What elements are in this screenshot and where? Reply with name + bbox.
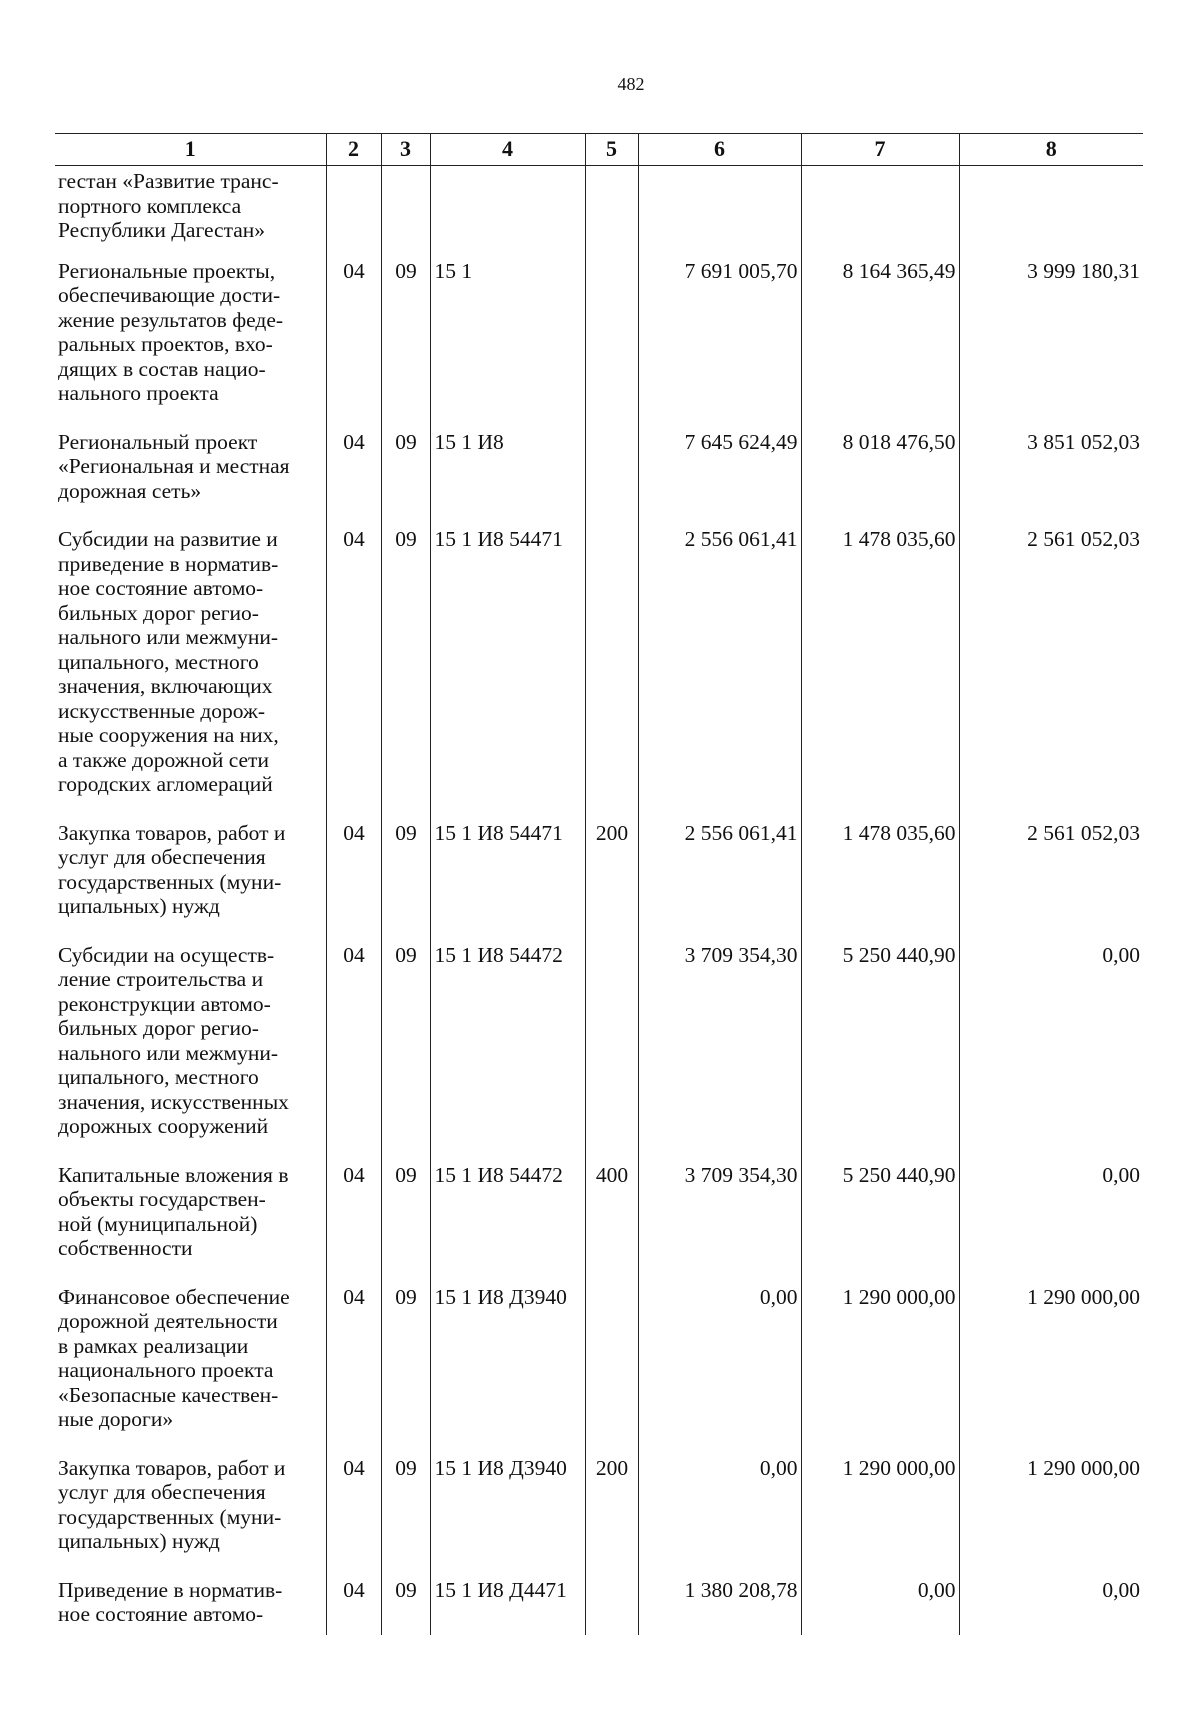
item-name-line: значения, искусственных	[58, 1089, 289, 1114]
table-row	[55, 943, 1143, 1163]
item-name-line: искусственные дорож-	[58, 698, 266, 723]
item-name-cell	[55, 527, 326, 821]
expense-type-cell	[585, 527, 638, 821]
expense-type-cell	[585, 943, 638, 1163]
table-row	[55, 527, 1143, 821]
item-name-line: Закупка товаров, работ и	[58, 820, 286, 845]
item-name-line: в рамках реализации	[58, 1333, 249, 1358]
table-row	[55, 1285, 1143, 1456]
amount-col6-cell: 7 645 624,49	[638, 430, 801, 528]
target-article-cell: 15 1 И8 54471	[430, 527, 585, 821]
expense-type-cell	[585, 430, 638, 528]
subsection-code-cell: 09	[381, 1578, 430, 1635]
item-name-cell	[55, 1578, 326, 1635]
subsection-code-cell: 09	[381, 821, 430, 943]
amount-col8-cell: 0,00	[959, 943, 1143, 1163]
column-header-3: 3	[381, 134, 430, 166]
amount-col7-cell: 1 478 035,60	[801, 821, 959, 943]
item-name-cell	[55, 943, 326, 1163]
item-name-line: дорожных сооружений	[58, 1114, 269, 1138]
section-code-cell: 04	[326, 1285, 381, 1456]
item-name-line: городских агломераций	[58, 772, 273, 796]
target-article-cell: 15 1 И8 54472	[430, 1163, 585, 1285]
item-name-line: Субсидии на осуществ-	[58, 942, 275, 967]
table-row	[55, 430, 1143, 528]
amount-col7-cell: 0,00	[801, 1578, 959, 1635]
amount-col7-cell: 5 250 440,90	[801, 1163, 959, 1285]
column-header-8: 8	[959, 134, 1143, 166]
amount-col7-cell: 1 290 000,00	[801, 1285, 959, 1456]
amount-col6-cell: 0,00	[638, 1456, 801, 1578]
item-name-line: объекты государствен-	[58, 1187, 266, 1211]
item-name-line: ное состояние автомо-	[58, 576, 264, 600]
target-article-cell	[430, 166, 585, 259]
amount-col6-cell: 2 556 061,41	[638, 527, 801, 821]
header-row	[55, 134, 1143, 166]
item-name-line: ципальных) нужд	[58, 1529, 220, 1553]
table-row	[55, 1456, 1143, 1578]
amount-col6-cell: 2 556 061,41	[638, 821, 801, 943]
item-name-line: приведение в норматив-	[58, 551, 279, 576]
item-name-line: Региональные проекты,	[58, 258, 276, 283]
amount-col8-cell: 0,00	[959, 1578, 1143, 1635]
subsection-code-cell	[381, 166, 430, 259]
item-name-line: а также дорожной сети	[58, 747, 269, 772]
expense-type-cell	[585, 1578, 638, 1635]
amount-col8-cell: 2 561 052,03	[959, 527, 1143, 821]
column-header-7: 7	[801, 134, 959, 166]
item-name-line: дорожной деятельности	[58, 1309, 278, 1333]
expense-type-cell: 200	[585, 1456, 638, 1578]
amount-col8-cell: 1 290 000,00	[959, 1285, 1143, 1456]
amount-col7-cell: 8 164 365,49	[801, 259, 959, 430]
amount-col8-cell	[959, 166, 1143, 259]
item-name-cell	[55, 259, 326, 430]
subsection-code-cell: 09	[381, 430, 430, 528]
item-name-line: нального или межмуни-	[58, 625, 279, 649]
item-name-cell	[55, 430, 326, 528]
item-name-line: ной (муниципальной)	[58, 1211, 258, 1236]
table-row	[55, 821, 1143, 943]
target-article-cell: 15 1	[430, 259, 585, 430]
section-code-cell	[326, 166, 381, 259]
item-name-line: «Региональная и местная	[58, 454, 290, 478]
item-name-cell	[55, 1285, 326, 1456]
item-name-line: ные дороги»	[58, 1407, 174, 1431]
item-name-line: Капитальные вложения в	[58, 1162, 289, 1187]
page-number: 482	[617, 74, 645, 94]
item-name-cell	[55, 1456, 326, 1578]
item-name-line: Финансовое обеспечение	[58, 1284, 290, 1309]
section-code-cell: 04	[326, 943, 381, 1163]
expense-type-cell: 400	[585, 1163, 638, 1285]
item-name-line: государственных (муни-	[58, 869, 282, 894]
item-name-line: Региональный проект	[58, 429, 258, 454]
amount-col6-cell: 7 691 005,70	[638, 259, 801, 430]
amount-col6-cell: 3 709 354,30	[638, 1163, 801, 1285]
item-name-line: ление строительства и	[58, 967, 264, 991]
expense-type-cell	[585, 259, 638, 430]
subsection-code-cell: 09	[381, 943, 430, 1163]
column-header-4: 4	[430, 134, 585, 166]
item-name-line: реконструкции автомо-	[58, 991, 271, 1016]
item-name-line: значения, включающих	[58, 674, 273, 698]
item-name-line: ципального, местного	[58, 649, 259, 674]
amount-col7-cell: 8 018 476,50	[801, 430, 959, 528]
item-name-line: обеспечивающие дости-	[58, 283, 281, 307]
amount-col8-cell: 3 999 180,31	[959, 259, 1143, 430]
expense-type-cell	[585, 1285, 638, 1456]
subsection-code-cell: 09	[381, 527, 430, 821]
expense-type-cell	[585, 166, 638, 259]
item-name-cell	[55, 166, 326, 259]
item-name-line: национального проекта	[58, 1358, 274, 1382]
section-code-cell: 04	[326, 527, 381, 821]
item-name-line: государственных (муни-	[58, 1504, 282, 1529]
section-code-cell: 04	[326, 430, 381, 528]
table-row	[55, 259, 1143, 430]
target-article-cell: 15 1 И8 Д3940	[430, 1456, 585, 1578]
target-article-cell: 15 1 И8 Д4471	[430, 1578, 585, 1635]
item-name-line: «Безопасные качествен-	[58, 1382, 279, 1407]
amount-col8-cell: 0,00	[959, 1163, 1143, 1285]
item-name-line: ципальных) нужд	[58, 894, 220, 918]
column-header-5: 5	[585, 134, 638, 166]
table-row	[55, 1163, 1143, 1285]
item-name-line: бильных дорог регио-	[58, 600, 259, 625]
amount-col7-cell: 1 478 035,60	[801, 527, 959, 821]
amount-col7-cell	[801, 166, 959, 259]
subsection-code-cell: 09	[381, 1163, 430, 1285]
amount-col8-cell: 3 851 052,03	[959, 430, 1143, 528]
amount-col6-cell: 1 380 208,78	[638, 1578, 801, 1635]
item-name-line: портного комплекса	[58, 193, 242, 218]
item-name-line: собственности	[58, 1236, 193, 1260]
amount-col6-cell	[638, 166, 801, 259]
expense-type-cell: 200	[585, 821, 638, 943]
subsection-code-cell: 09	[381, 259, 430, 430]
item-name-line: дорожная сеть»	[58, 478, 202, 503]
item-name-line: нального проекта	[58, 381, 219, 405]
column-header-1: 1	[55, 134, 326, 166]
section-code-cell: 04	[326, 1456, 381, 1578]
item-name-line: ципального, местного	[58, 1065, 259, 1089]
section-code-cell: 04	[326, 259, 381, 430]
table-row	[55, 1578, 1143, 1635]
table-header	[55, 134, 1143, 166]
amount-col7-cell: 1 290 000,00	[801, 1456, 959, 1578]
amount-col8-cell: 1 290 000,00	[959, 1456, 1143, 1578]
item-name-line: бильных дорог регио-	[58, 1016, 259, 1040]
item-name-line: ные сооружения на них,	[58, 723, 279, 747]
section-code-cell: 04	[326, 821, 381, 943]
item-name-line: услуг для обеспечения	[58, 845, 266, 869]
amount-col7-cell: 5 250 440,90	[801, 943, 959, 1163]
item-name-line: услуг для обеспечения	[58, 1480, 266, 1504]
table-body	[55, 166, 1143, 1635]
target-article-cell: 15 1 И8 Д3940	[430, 1285, 585, 1456]
item-name-line: Приведение в норматив-	[58, 1577, 283, 1602]
target-article-cell: 15 1 И8	[430, 430, 585, 528]
section-code-cell: 04	[326, 1578, 381, 1635]
target-article-cell: 15 1 И8 54471	[430, 821, 585, 943]
amount-col6-cell: 0,00	[638, 1285, 801, 1456]
item-name-line: гестан «Развитие транс-	[58, 169, 279, 193]
section-code-cell: 04	[326, 1163, 381, 1285]
item-name-line: Субсидии на развитие и	[58, 527, 278, 551]
target-article-cell: 15 1 И8 54472	[430, 943, 585, 1163]
item-name-cell	[55, 1163, 326, 1285]
subsection-code-cell: 09	[381, 1285, 430, 1456]
item-name-line: ральных проектов, вхо-	[58, 332, 273, 356]
subsection-code-cell: 09	[381, 1456, 430, 1578]
table-row	[55, 166, 1143, 259]
column-header-2: 2	[326, 134, 381, 166]
item-name-line: Закупка товаров, работ и	[58, 1455, 286, 1480]
item-name-line: ное состояние автомо-	[58, 1602, 264, 1626]
item-name-line: дящих в состав нацио-	[58, 356, 266, 381]
item-name-line: жение результатов феде-	[58, 307, 284, 332]
column-header-6: 6	[638, 134, 801, 166]
amount-col6-cell: 3 709 354,30	[638, 943, 801, 1163]
item-name-cell	[55, 821, 326, 943]
item-name-line: нального или межмуни-	[58, 1040, 279, 1065]
item-name-line: Республики Дагестан»	[58, 218, 266, 242]
amount-col8-cell: 2 561 052,03	[959, 821, 1143, 943]
budget-table	[55, 133, 1143, 1635]
